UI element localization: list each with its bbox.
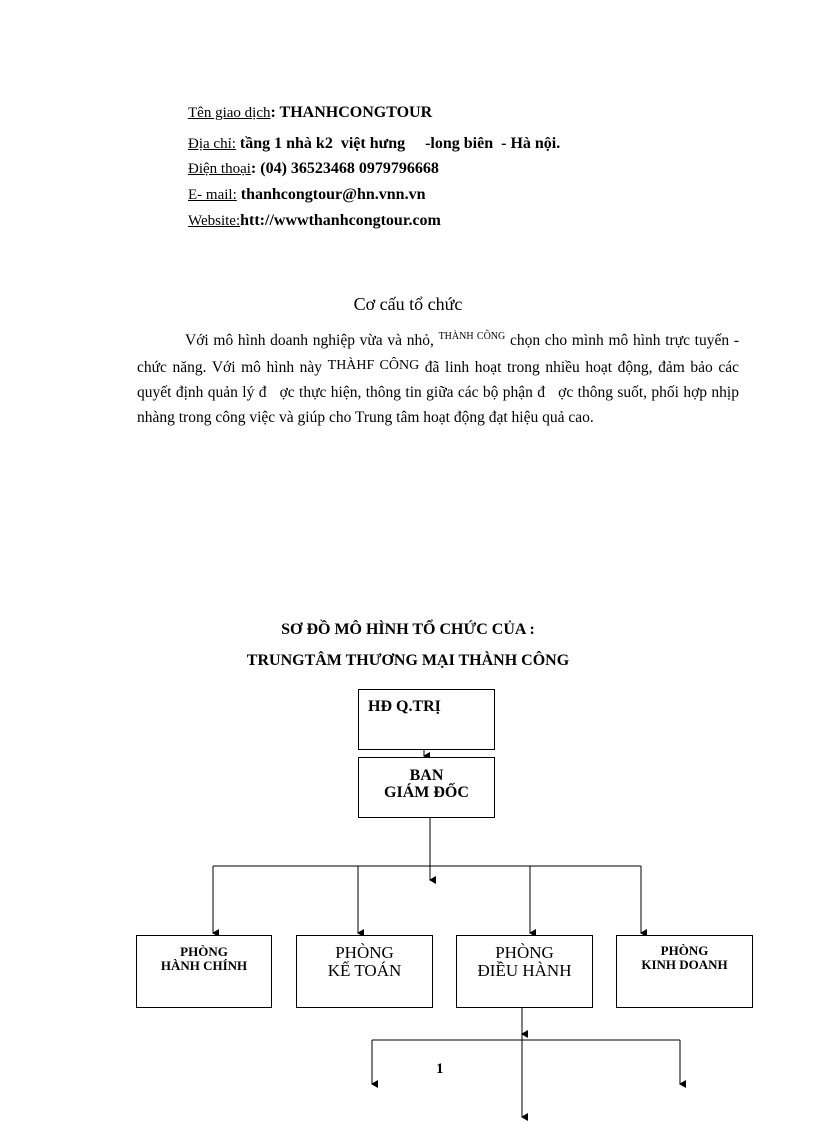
para-part2: chọn cho mình mô hình trực tuyến - chức năng. Với mô hình này	[137, 332, 739, 376]
board-label: HĐ Q.TRỊ	[368, 698, 441, 715]
website-value: htt://wwwthanhcongtour.com	[240, 212, 441, 229]
brand-small: THÀNH CÔNG	[438, 331, 506, 342]
org-chart-title-line2: TRUNGTÂM THƯƠNG MẠI THÀNH CÔNG	[246, 652, 570, 669]
email-value: thanhcongtour@hn.vnn.vn	[236, 186, 426, 203]
board-box	[358, 689, 495, 750]
directors-box	[358, 757, 495, 818]
trade-name-value: : THANHCONGTOUR	[270, 104, 433, 121]
address-value: tầng 1 nhà k2 việt hưng -long biên - Hà nội.	[235, 135, 561, 152]
brand-mid: THÀHF CÔNG	[327, 358, 420, 373]
para-part1: Với mô hình doanh nghiệp vừa và nhỏ,	[185, 332, 439, 349]
dept-admin-label-1: PHÒNG	[180, 944, 228, 959]
dept-business-label-2: KINH DOANH	[641, 956, 728, 972]
phone-value: : (04) 36523468 0979796668	[250, 160, 439, 177]
dept-admin-box	[136, 935, 272, 1008]
dept-admin-label-2: HÀNH CHÍNH	[160, 957, 248, 973]
trade-name-label: Tên giao dịch	[188, 105, 271, 121]
dept-operations-box	[456, 935, 593, 1008]
phone-label: Điện thoại	[188, 161, 251, 177]
dept-business-label-1: PHÒNG	[660, 943, 709, 958]
dept-accounting-box	[296, 935, 433, 1008]
dept-business-box	[616, 935, 753, 1008]
dept-operations-label-2: ĐIỀU HÀNH	[477, 960, 572, 980]
dept-accounting-label-2: KẾ TOÁN	[327, 960, 402, 980]
org-chart-title-line1: SƠ ĐỒ MÔ HÌNH TỔ CHỨC CỦA :	[281, 621, 535, 638]
email-label: E- mail:	[188, 187, 237, 203]
para-part3: đã linh hoạt trong nhiều hoạt động, đảm bảo các quyết định quản lý đ ợc thực hiện, thông tin giữa các bộ phận đ ợc thông suốt, phối hợp nhịp nhàng trong công việc và giúp cho Trung tâm hoạt động đạt hiệu quả cao.	[137, 359, 743, 426]
dept-accounting-label-1: PHÒNG	[335, 943, 394, 962]
directors-label-2: GIÁM ĐỐC	[384, 783, 469, 801]
dept-operations-label-1: PHÒNG	[495, 943, 554, 962]
page-number: 1	[436, 1061, 444, 1077]
website-label: Website:	[188, 213, 241, 229]
address-label: Địa chỉ:	[188, 136, 236, 152]
section-title: Cơ cấu tổ chức	[353, 294, 463, 314]
directors-label-1: BAN	[409, 767, 444, 784]
